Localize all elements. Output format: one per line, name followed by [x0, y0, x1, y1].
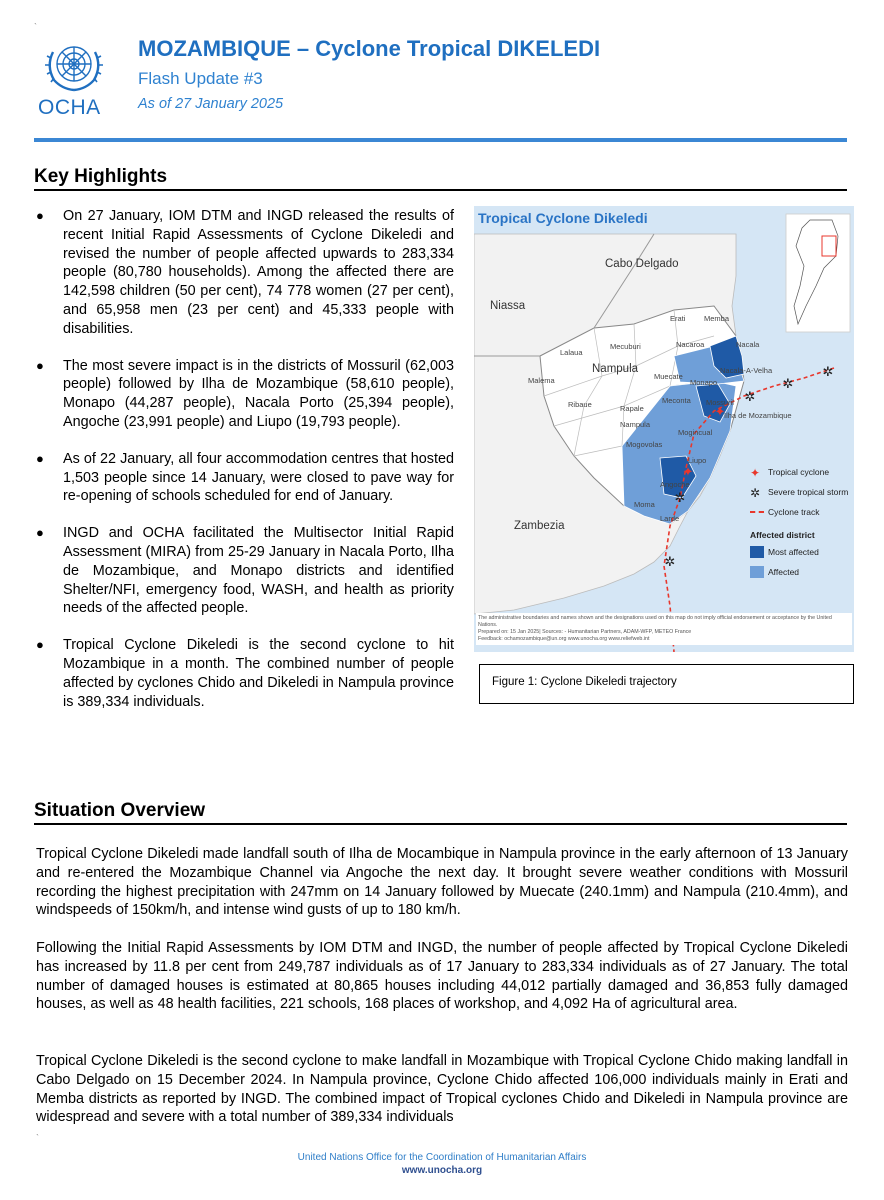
- region-label-nampula: Nampula: [592, 363, 639, 375]
- situation-overview-rule: [34, 823, 847, 825]
- affected-swatch: [750, 566, 764, 578]
- district-label-malema: Malema: [528, 376, 555, 385]
- corner-mark: `: [34, 22, 37, 32]
- highlight-item: ● Tropical Cyclone Dikeledi is the second cyclone to hit Mozambique in a month. The combined number of people affected by cyclones Chido and Dikeledi in Nampula province is 389,334 individuals.: [36, 637, 454, 710]
- overview-paragraph: Tropical Cyclone Dikeledi made landfall south of Ilha de Mocambique in Nampula province in the early afternoon of 13 January and re-entered the Mozambique Channel via Angoche the next day. It brought severe weather conditions with Mossuril recording the highest precipitation with 247mm on 14 January followed by Muecate (240.1mm) and Nampula (210.4mm), and windspeeds of 150km/h, and intense wind gusts of up to 180 km/h.: [36, 846, 848, 919]
- bullet-icon: ●: [36, 357, 44, 373]
- district-label-angoche: Angoche: [660, 480, 690, 489]
- district-label-nacaroa: Nacaroa: [676, 340, 705, 349]
- svg-text:✲: ✲: [674, 491, 686, 506]
- district-label-erati: Erati: [670, 314, 686, 323]
- svg-text:✲: ✲: [782, 377, 794, 392]
- district-label-mogincual: Mogincual: [678, 428, 713, 437]
- severe-storm-icon: ✲: [750, 486, 761, 500]
- district-label-ribaue: Ribaue: [568, 400, 592, 409]
- svg-text:✦: ✦: [714, 405, 726, 420]
- document-title: MOZAMBIQUE – Cyclone Tropical DIKELEDI: [138, 36, 601, 61]
- overview-paragraph: Tropical Cyclone Dikeledi is the second cyclone to make landfall in Mozambique with Tropical Cyclone Chido making landfall in Cabo Delgado on 15 December 2024. In Nampula province, Cyclone Chido affected 106,000 individuals mainly in Erati and Memba districts as reported by INGD. The combined impact of Tropical cyclones Chido and Dikeledi in Nampula province are widespread and severe with a total number of 389,334 individuals: [36, 1053, 848, 1126]
- track-line-icon: [750, 511, 764, 513]
- district-label-lalaua: Lalaua: [560, 348, 583, 357]
- legend-affected: Affected: [750, 564, 854, 584]
- bullet-icon: ●: [36, 525, 44, 541]
- map-graphic: [474, 206, 854, 652]
- district-label-mogovolas: Mogovolas: [626, 440, 663, 449]
- highlight-item: ● INGD and OCHA facilitated the Multisector Initial Rapid Assessment (MIRA) from 25-29 January in Nacala Porto, Ilha de Mozambique, and Monapo districts and identified Shelter/NFI, emergency food, WASH, and health as priority needs of the affected people.: [36, 525, 454, 617]
- figure-caption-box: [479, 664, 854, 704]
- footer-mark: `: [36, 1133, 39, 1143]
- map-footnote: The administrative boundaries and names shown and the designations used on this map do not imply official endorsement or acceptance by the United Nations. Prepared on: 15 Jan 2025| Sources: - Humanitarian Partners, ADAM-WFP, METEO France Feedback: ochamozambique@un.org www.unocha.org www.reliefweb.int: [476, 613, 852, 645]
- legend-tropical-cyclone: ✦ Tropical cyclone: [750, 466, 830, 480]
- district-label-ilha: Ilha de Mozambique: [724, 411, 792, 420]
- district-label-larde: Larde: [660, 514, 680, 523]
- highlight-item: ● As of 22 January, all four accommodation centres that hosted 1,503 people since 14 January, were closed to pave way for re-opening of schools scheduled for end of January.: [36, 450, 454, 505]
- bullet-icon: ●: [36, 450, 44, 466]
- district-label-nacala-a-velha: Nacala-A-Velha: [720, 366, 773, 375]
- tropical-cyclone-icon: ✦: [750, 466, 761, 480]
- district-label-liupo: Liupo: [688, 456, 707, 465]
- situation-overview-heading: Situation Overview: [34, 800, 206, 821]
- district-label-rapale: Rapale: [620, 404, 644, 413]
- district-label-nampula: Nampula: [620, 420, 651, 429]
- legend-severe-storm: ✲ Severe tropical storm: [750, 486, 849, 500]
- district-label-monapo: Monapo: [690, 378, 718, 387]
- footer-website[interactable]: www.unocha.org: [401, 1165, 483, 1176]
- highlights-list: [36, 207, 454, 729]
- highlight-item: ● The most severe impact is in the districts of Mossuril (62,003 people) followed by Ilha de Mozambique (58,610 people), Monapo (44,287 people), Nacala Porto (25,394 people), Angoche (23,991 people) and Liupo (19,793 people).: [36, 357, 454, 430]
- figure-caption: Figure 1: Cyclone Dikeledi trajectory: [492, 676, 677, 688]
- map-legend: [750, 464, 854, 584]
- map-title: Tropical Cyclone Dikeledi: [478, 210, 648, 226]
- legend-affected-heading: Affected district: [750, 530, 815, 540]
- district-label-memba: Memba: [704, 314, 730, 323]
- overview-paragraph: Following the Initial Rapid Assessments by IOM DTM and INGD, the number of people affected by Tropical Cyclone Dikeledi has increased by 11.8 per cent from 249,787 individuals as of 17 January to 283,334 individuals as of 27 January. The total number of damaged houses is estimated at 80,865 houses including 44,012 partially damaged and 36,853 fully damaged houses, as well as 48 health facilities, 221 schools, 168 places of workshop, and 4,092 Ha of agricultural area.: [36, 940, 848, 1013]
- legend-track: Cyclone track: [750, 504, 854, 524]
- svg-text:✲: ✲: [664, 555, 676, 570]
- key-highlights-heading: Key Highlights: [34, 166, 168, 187]
- header-divider: [34, 138, 847, 142]
- district-label-muecate: Muecate: [654, 372, 683, 381]
- region-label-niassa: Niassa: [490, 300, 526, 312]
- district-label-nacala: Nacala: [736, 340, 760, 349]
- highlight-item: ● On 27 January, IOM DTM and INGD released the results of recent Initial Rapid Assessments of Cyclone Dikeledi and revised the number of people affected upwards to 283,334 people (80,780 households). Among the affected there are 142,598 children (50 per cent), 74 778 women (27 per cent), and 65,958 men (23 per cent) and 45,333 people with disabilities.: [36, 208, 454, 337]
- bullet-icon: ●: [36, 208, 44, 223]
- document-date: As of 27 January 2025: [138, 96, 284, 112]
- ocha-logo-text: OCHA: [38, 96, 101, 119]
- svg-text:✲: ✲: [744, 390, 756, 405]
- footer-org: United Nations Office for the Coordination of Humanitarian Affairs: [297, 1152, 587, 1163]
- document-subtitle: Flash Update #3: [138, 69, 263, 88]
- region-label-cabo-delgado: Cabo Delgado: [605, 258, 679, 270]
- district-label-meconta: Meconta: [662, 396, 691, 405]
- most-affected-swatch: [750, 546, 764, 558]
- key-highlights-rule: [34, 189, 847, 191]
- region-label-zambezia: Zambezia: [514, 520, 565, 532]
- svg-text:✦: ✦: [682, 465, 694, 480]
- cyclone-trajectory-map: [474, 206, 854, 652]
- legend-most-affected: Most affected: [750, 544, 854, 564]
- svg-text:✲: ✲: [822, 365, 834, 380]
- district-label-mecuburi: Mecuburi: [610, 342, 641, 351]
- bullet-icon: ●: [36, 637, 44, 653]
- district-label-mossuril: Mossuril: [706, 398, 734, 407]
- district-label-moma: Moma: [634, 500, 655, 509]
